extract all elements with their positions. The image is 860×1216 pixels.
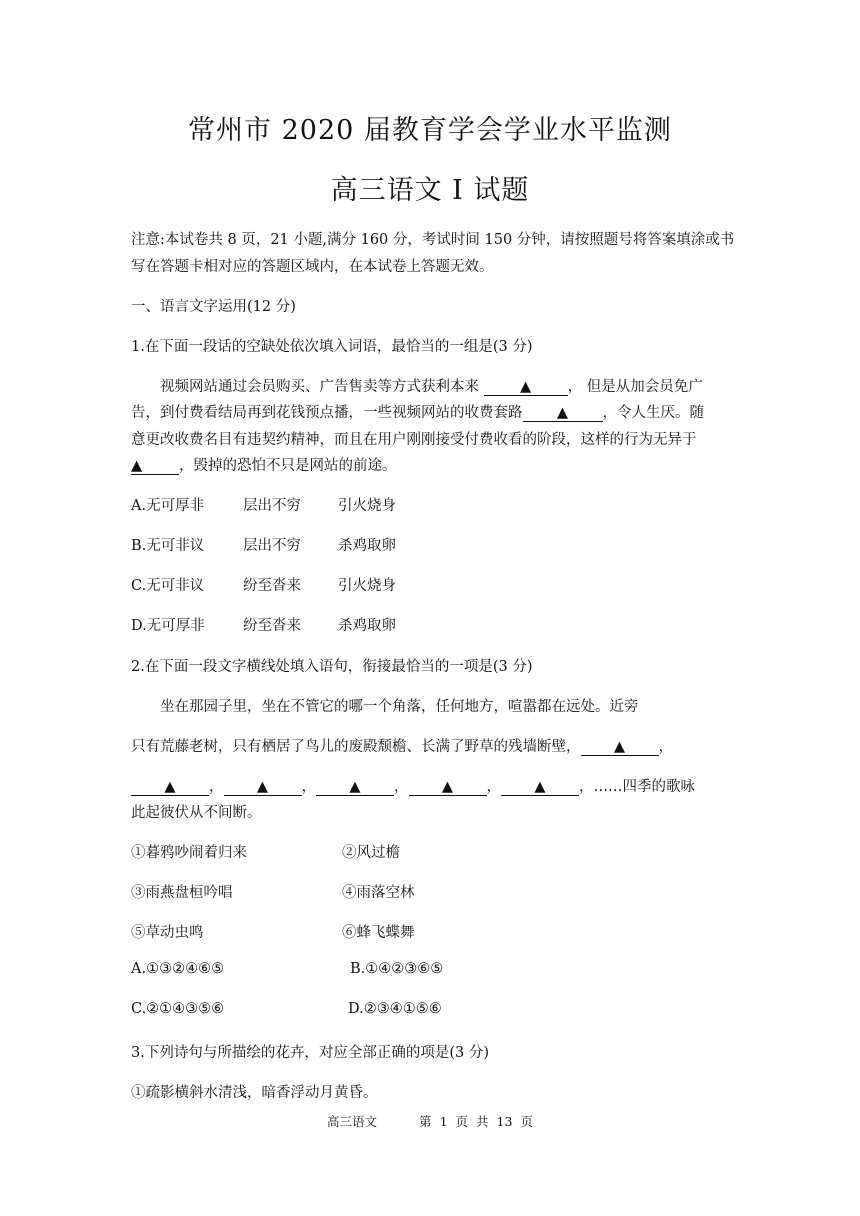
q1-passage-text: 视频网站通过会员购买、广告售卖等方式获利本来	[160, 379, 484, 395]
q2-choice-d: D.②③④①⑤⑥	[348, 1001, 442, 1017]
q1-passage-line-1	[160, 375, 703, 396]
option-word: 杀鸡取卵	[338, 538, 396, 554]
option-label: B.无可非议	[131, 538, 205, 554]
option-word: 纷至沓来	[243, 578, 301, 594]
comma: ，	[486, 779, 501, 795]
notice-line-1: 注意:本试卷共 8 页，21 小题,满分 160 分，考试时间 150 分钟，请按照题号将答案填涂或书	[131, 232, 735, 248]
comma: ，	[301, 779, 316, 795]
footer-page-number: 1	[439, 1114, 448, 1129]
q2-item-4: ④雨落空林	[342, 885, 415, 901]
option-label: A.无可厚非	[131, 498, 205, 514]
q1-passage-line-2	[131, 401, 704, 422]
q2-passage-text: ，……四季的歌咏	[579, 779, 695, 795]
q1-passage-text: ， 但是从加会员免广	[567, 379, 703, 395]
answer-blank: ▲	[131, 780, 209, 796]
answer-blank: ▲	[131, 459, 179, 475]
q2-choice-b: B.①④②③⑥⑤	[350, 961, 444, 977]
comma: ，	[209, 779, 224, 795]
answer-blank: ▲	[581, 740, 659, 756]
q2-passage-text: 只有荒藤老树，只有栖居了鸟儿的废殿颓檐、长满了野草的残墙断壁，	[131, 739, 581, 755]
comma: ，	[394, 779, 409, 795]
footer-text: 页	[520, 1114, 533, 1129]
q2-item-2: ②风过檐	[342, 845, 400, 861]
footer-text: 页	[455, 1114, 469, 1129]
q1-passage-text: ，毁掉的恐怕不只是网站的前途。	[179, 458, 397, 474]
q2-passage-line-1: 坐在那园子里，坐在不管它的哪一个角落，任何地方，喧嚣都在远处。近旁	[160, 699, 639, 715]
answer-blank: ▲	[409, 780, 487, 796]
q2-passage-text: ，	[658, 739, 673, 755]
option-word: 层出不穷	[243, 538, 301, 554]
page-footer	[0, 1112, 860, 1130]
q1-passage-text: ，令人生厌。随	[602, 405, 704, 421]
q2-item-1: ①暮鸦吵闹着归来	[131, 845, 247, 861]
option-label: D.无可厚非	[131, 618, 205, 634]
q2-passage-line-4: 此起彼伏从不间断。	[131, 805, 262, 821]
q1-option-d	[131, 614, 396, 635]
option-label: C.无可非议	[131, 578, 205, 594]
answer-blank: ▲	[484, 380, 568, 396]
exam-title: 常州市 2020 届教育学会学业水平监测	[188, 115, 672, 146]
option-word: 引火烧身	[338, 578, 396, 594]
option-word: 纷至沓来	[243, 618, 301, 634]
footer-page-total: 13	[496, 1114, 513, 1129]
q2-item-5: ⑤草动虫鸣	[131, 925, 204, 941]
q2-choice-c: C.②①④③⑤⑥	[131, 1001, 225, 1017]
q1-passage-line-3: 意更改收费名目有违契约精神，而且在用户刚刚接受付费收看的阶段，这样的行为无异于	[131, 432, 697, 448]
q2-stem: 2.在下面一段文字横线处填入语句，衔接最恰当的一项是(3 分)	[131, 659, 533, 675]
footer-text: 第	[419, 1114, 432, 1129]
section-1-title: 一、语言文字运用(12 分)	[131, 299, 296, 315]
q3-line-1: ①疏影横斜水清浅，暗香浮动月黄昏。	[131, 1085, 378, 1101]
option-word: 杀鸡取卵	[338, 618, 396, 634]
footer-text: 共	[476, 1114, 489, 1129]
q1-option-a	[131, 494, 396, 515]
q1-option-c	[131, 574, 396, 595]
answer-blank: ▲	[501, 780, 579, 796]
q3-stem: 3.下列诗句与所描绘的花卉，对应全部正确的项是(3 分)	[131, 1045, 489, 1061]
option-word: 引火烧身	[338, 498, 396, 514]
q2-item-6: ⑥蜂飞蝶舞	[342, 925, 415, 941]
answer-blank: ▲	[523, 406, 603, 422]
q2-item-3: ③雨燕盘桓吟唱	[131, 885, 233, 901]
answer-blank: ▲	[316, 780, 394, 796]
answer-blank: ▲	[224, 780, 302, 796]
q2-choice-a: A.①③②④⑥⑤	[131, 961, 225, 977]
q1-passage-line-4	[131, 454, 397, 475]
q2-passage-line-3	[131, 775, 695, 796]
exam-subtitle: 高三语文 I 试题	[330, 175, 530, 206]
q1-option-b	[131, 534, 396, 555]
q1-stem: 1.在下面一段话的空缺处依次填入词语，最恰当的一组是(3 分)	[131, 339, 533, 355]
q2-passage-line-2	[131, 735, 673, 756]
option-word: 层出不穷	[243, 498, 301, 514]
q1-passage-text: 告，到付费看结局再到花钱预点播，一些视频网站的收费套路	[131, 405, 523, 421]
footer-subject: 高三语文	[327, 1114, 378, 1129]
notice-line-2: 写在答题卡相对应的答题区域内，在本试卷上答题无效。	[131, 259, 494, 275]
